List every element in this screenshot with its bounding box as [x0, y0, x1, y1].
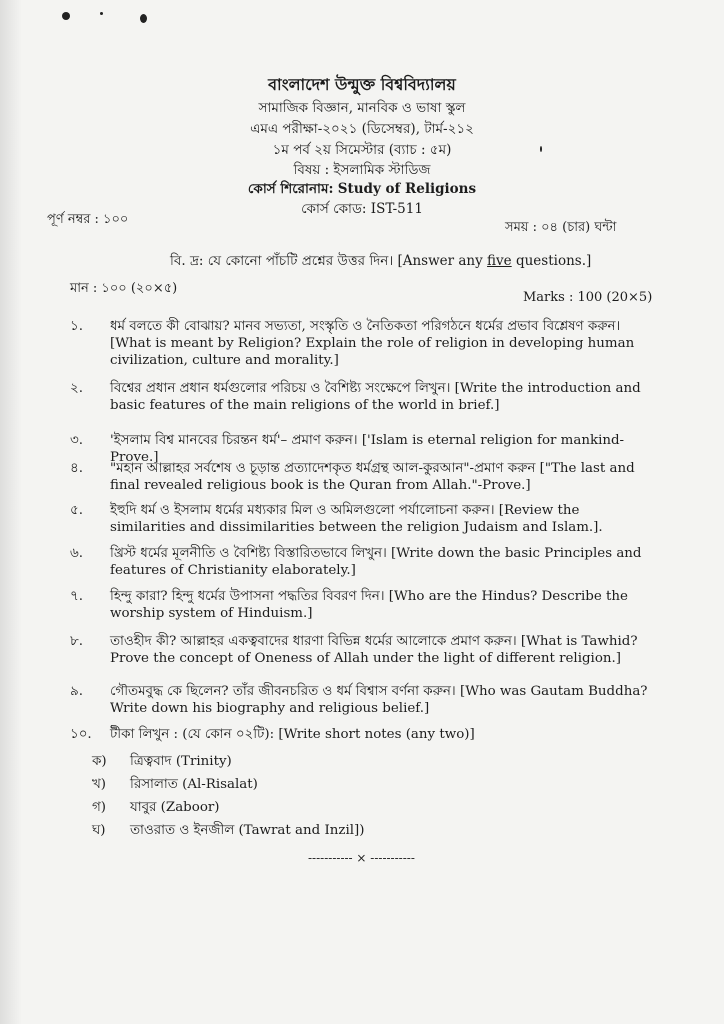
- question-number: ২.: [70, 381, 83, 396]
- exam-name: এমএ পরীক্ষা-২০২১ (ডিসেম্বর), টার্ম-২১২: [250, 121, 474, 137]
- semester-info: ১ম পর্ব ২য় সিমেস্টার (ব্যাচ : ৫ম): [272, 142, 452, 158]
- question-number: ৫.: [70, 503, 83, 518]
- course-code-label: কোর্স কোড:: [301, 201, 367, 217]
- question-number: ১০.: [70, 727, 92, 742]
- end-marker: ----------- × -----------: [308, 851, 415, 865]
- note-option-gha: [92, 820, 364, 842]
- question-2: [70, 380, 650, 414]
- question-text: টীকা লিখুন : (যে কোন ০২টি): [Write short notes (any two)]: [110, 727, 475, 742]
- question-10: [70, 726, 650, 743]
- scan-speck: [62, 12, 70, 20]
- note-option-ga: [92, 797, 220, 819]
- question-1: [70, 318, 650, 369]
- exam-time: সময় : ০৪ (চার) ঘন্টা: [505, 220, 617, 235]
- question-number: ৩.: [70, 433, 83, 448]
- marks-bn: মান : ১০০ (২০×৫): [70, 281, 178, 296]
- question-text: খ্রিস্ট ধর্মের মূলনীতি ও বৈশিষ্ট্য বিস্তারিতভাবে লিখুন। [Write down the basic Principles and features of Christianity elaborately.]: [110, 546, 642, 578]
- instruction-five: five: [487, 253, 512, 269]
- scan-speck: [100, 12, 103, 15]
- note-label: গ): [92, 800, 107, 815]
- question-number: ৬.: [70, 546, 83, 561]
- school-name: সামাজিক বিজ্ঞান, মানবিক ও ভাষা স্কুল: [258, 100, 466, 116]
- question-number: ৮.: [70, 634, 83, 649]
- question-text: তাওহীদ কী? আল্লাহর একত্ববাদের ধারণা বিভিন্ন ধর্মের আলোকে প্রমাণ করুন। [What is Tawhid? Prove the concept of Oneness of Allah under the light of different religion.]: [110, 634, 638, 666]
- full-marks: পূর্ণ নম্বর : ১০০: [47, 212, 129, 227]
- question-7: [70, 588, 650, 622]
- note-label: ক): [92, 754, 107, 769]
- marks-en: Marks : 100 (20×5): [523, 290, 653, 305]
- question-6: [70, 545, 650, 579]
- note-option-ka: [92, 751, 232, 773]
- note-text: রিসালাত (Al-Risalat): [130, 777, 258, 792]
- question-text: হিন্দু কারা? হিন্দু ধর্মের উপাসনা পদ্ধতির বিবরণ দিন। [Who are the Hindus? Describe the worship system of Hinduism.]: [110, 589, 628, 621]
- note-option-kha: [92, 774, 258, 796]
- course-code: IST-511: [370, 201, 423, 217]
- instruction: [170, 250, 591, 273]
- question-text: বিশ্বের প্রধান প্রধান ধর্মগুলোর পরিচয় ও বৈশিষ্ট্য সংক্ষেপে লিখুন। [Write the introduction and basic features of the main religions of the world in brief.]: [110, 381, 641, 413]
- note-text: যাবুর (Zaboor): [130, 800, 220, 815]
- question-number: ৪.: [70, 461, 83, 476]
- note-text: ত্রিত্ববাদ (Trinity): [130, 754, 232, 769]
- scan-speck: [140, 14, 147, 23]
- question-9: [70, 683, 650, 717]
- question-4: [70, 460, 650, 494]
- question-text: ধর্ম বলতে কী বোঝায়? মানব সভ্যতা, সংস্কৃতি ও নৈতিকতা পরিগঠনে ধর্মের প্রভাব বিশ্লেষণ করুন। [What is meant by Religion? Explain the role of religion in developing human civilization, culture and morality.]: [110, 319, 635, 368]
- question-text: ইহুদি ধর্ম ও ইসলাম ধর্মের মধ্যকার মিল ও অমিলগুলো পর্যালোচনা করুন। [Review the similarities and dissimilarities between the religion Judaism and Islam.].: [110, 503, 603, 535]
- question-text: "মহান আল্লাহর সর্বশেষ ও চূড়ান্ত প্রত্যাদেশকৃত ধর্মগ্রন্থ আল-কুরআন"-প্রমাণ করুন ["The last and final revealed religious book is the Quran from Allah."-Prove.]: [110, 461, 635, 493]
- note-label: খ): [92, 777, 107, 792]
- instruction-text: বি. দ্র: যে কোনো পাঁচটি প্রশ্নের উত্তর দিন। [Answer any: [170, 253, 483, 269]
- question-number: ১.: [70, 319, 83, 334]
- subject-line: বিষয় : ইসলামিক স্টাডিজ: [293, 162, 431, 178]
- note-label: ঘ): [92, 823, 106, 838]
- course-title-label: কোর্স শিরোনাম:: [247, 181, 334, 197]
- question-text: 'ইসলাম বিশ্ব মানবের চিরন্তন ধর্ম'– প্রমাণ করুন। ['Islam is eternal religion for mankind-Prove.]: [110, 433, 625, 465]
- question-number: ৭.: [70, 589, 83, 604]
- note-text: তাওরাত ও ইনজীল (Tawrat and Inzil]): [130, 823, 365, 838]
- question-number: ৯.: [70, 684, 83, 699]
- university-name: বাংলাদেশ উন্মুক্ত বিশ্ববিদ্যালয়: [268, 75, 456, 94]
- course-title: Study of Religions: [337, 181, 477, 197]
- question-5: [70, 502, 650, 536]
- question-text: গৌতমবুদ্ধ কে ছিলেন? তাঁর জীবনচরিত ও ধর্ম বিশ্বাস বর্ণনা করুন। [Who was Gautam Buddha? Write down his biography and religious belief.]: [110, 684, 648, 716]
- question-8: [70, 633, 650, 667]
- instruction-end: questions.]: [515, 253, 592, 269]
